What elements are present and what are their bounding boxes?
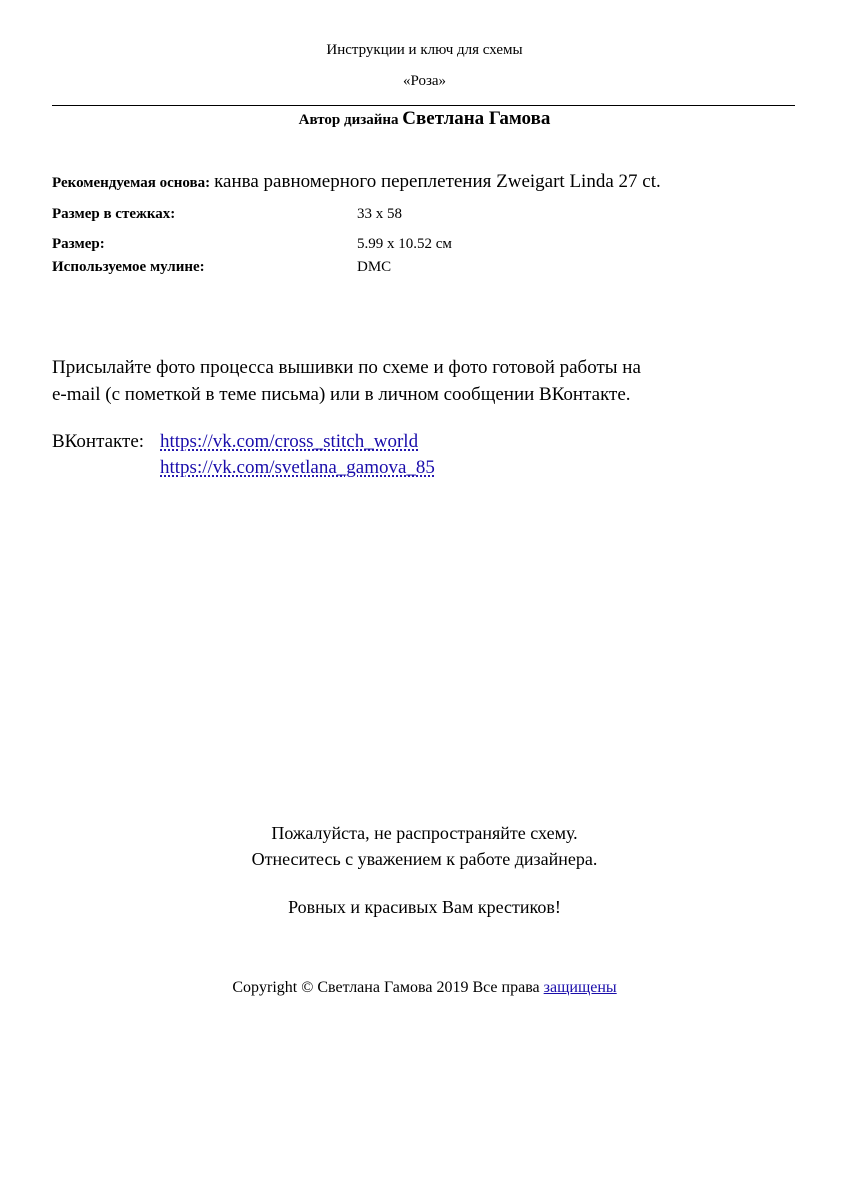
copyright-link[interactable]: защищены — [543, 979, 617, 996]
spec-base-row — [52, 171, 661, 193]
author-name: Светлана Гамова — [402, 108, 551, 129]
spec-size-value: 5.99 x 10.52 см — [357, 236, 452, 252]
request-line1: Пожалуйста, не распространяйте схему. — [271, 823, 578, 843]
vk-link-svetlana-gamova[interactable]: https://vk.com/svetlana_gamova_85 — [160, 457, 435, 478]
contact-text-line1: Присылайте фото процесса вышивки по схеме и фото готовой работы на — [52, 357, 641, 378]
copyright-text: Copyright © Светлана Гамова 2019 Все права — [232, 979, 540, 996]
wish-line: Ровных и красивых Вам крестиков! — [288, 897, 561, 917]
vk-link-cross-stitch-world[interactable]: https://vk.com/cross_stitch_world — [160, 431, 419, 452]
vk-label: ВКонтакте: — [52, 431, 145, 452]
spec-size-label: Размер: — [52, 236, 105, 252]
spec-stitches-value: 33 x 58 — [357, 206, 402, 222]
spec-floss-label: Используемое мулине: — [52, 259, 205, 275]
spec-stitches-label: Размер в стежках: — [52, 206, 176, 222]
document-title: Инструкции и ключ для схемы — [326, 42, 523, 58]
spec-base-value: канва равномерного переплетения Zweigart Linda 27 ct. — [214, 171, 661, 192]
author-line — [0, 108, 849, 130]
header-divider — [52, 105, 795, 106]
spec-floss-value: DMC — [357, 259, 392, 275]
author-label: Автор дизайна — [298, 112, 399, 128]
contact-text-line2: e-mail (с пометкой в теме письма) или в личном сообщении ВКонтакте. — [52, 384, 631, 405]
spec-base-label: Рекомендуемая основа: — [52, 175, 211, 191]
request-line2: Отнеситесь с уважением к работе дизайнера. — [251, 849, 598, 869]
copyright-line — [0, 979, 849, 997]
pattern-name: «Роза» — [402, 73, 447, 89]
